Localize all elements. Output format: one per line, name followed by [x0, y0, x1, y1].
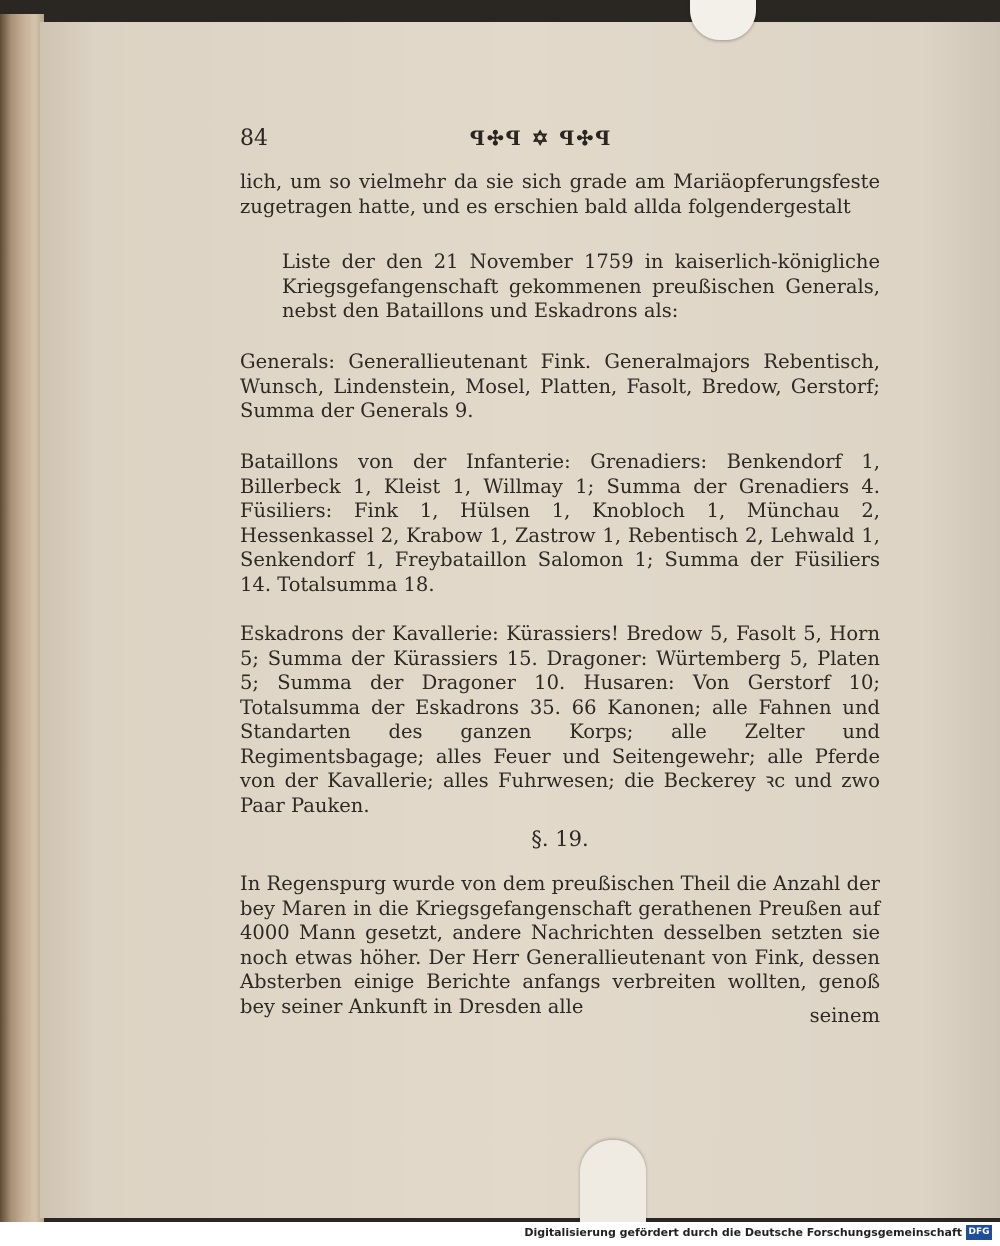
footer-bar [0, 1222, 1000, 1246]
paragraph-section-19: In Regenspurg wurde von dem preußischen Theil die Anzahl der bey Maren in die Kriegsgefangenschaft gerathenen Preußen auf 4000 Mann gesetzt, andere Nachrichten desselben setzten sie noch etwas höher. Der Herr Generallieutenant von Fink, dessen Absterben einige Berichte anfangs verbreiten wollten, genoß bey seiner Ankunft in Dresden alle [240, 872, 880, 1018]
page-clip-bottom [580, 1140, 646, 1222]
list-title: Liste der den 21 November 1759 in kaiserlich-königliche Kriegsgefangenschaft gekommenen preußischen Generals, nebst den Bataillons und Eskadrons als: [282, 250, 880, 322]
book-spine-edge [0, 14, 44, 1222]
section-heading: §. 19. [531, 827, 589, 851]
digitization-credit: Digitalisierung gefördert durch die Deutsche Forschungsgemeinschaft [524, 1226, 962, 1239]
page-number: 84 [240, 126, 268, 151]
header-ornament: ꟼ✣ꟼ ✡ ꟼ✣ꟼ [470, 126, 613, 150]
catchword: seinem [809, 1004, 880, 1027]
book-page [40, 22, 1000, 1218]
paragraph-eskadrons: Eskadrons der Kavallerie: Kürassiers! Bredow 5, Fasolt 5, Horn 5; Summa der Kürassiers 15. Dragoner: Würtemberg 5, Platen 5; Summa der Dragoner 10. Husaren: Von Gerstorf 10; Totalsumma der Eskadrons 35. 66 Kanonen; alle Fahnen und Standarten des ganzen Korps; alle Zelter und Regimentsbagage; alles Feuer und Seitengewehr; alle Pferde von der Kavallerie; alles Fuhrwesen; die Beckerey ꝛc und zwo Paar Pauken. [240, 622, 880, 817]
page-header [40, 126, 1000, 156]
paragraph-bataillons: Bataillons von der Infanterie: Grenadiers: Benkendorf 1, Billerbeck 1, Kleist 1, Willmay 1; Summa der Grenadiers 4. Füsiliers: Fink 1, Hülsen 1, Knobloch 1, Münchau 2, Hessenkassel 2, Krabow 1, Zastrow 1, Rebentisch 2, Lehwald 1, Senkendorf 1, Freybataillon Salomon 1; Summa der Füsiliers 14. Totalsumma 18. [240, 450, 880, 596]
paragraph-intro: lich, um so vielmehr da sie sich grade am Mariäopferungsfeste zugetragen hatte, und es erschien bald allda folgendergestalt [240, 170, 880, 218]
paragraph-generals: Generals: Generallieutenant Fink. Generalmajors Rebentisch, Wunsch, Lindenstein, Mosel, Platten, Fasolt, Bredow, Gerstorf; Summa der Generals 9. [240, 350, 880, 422]
dfg-logo-icon: DFG [966, 1225, 992, 1240]
